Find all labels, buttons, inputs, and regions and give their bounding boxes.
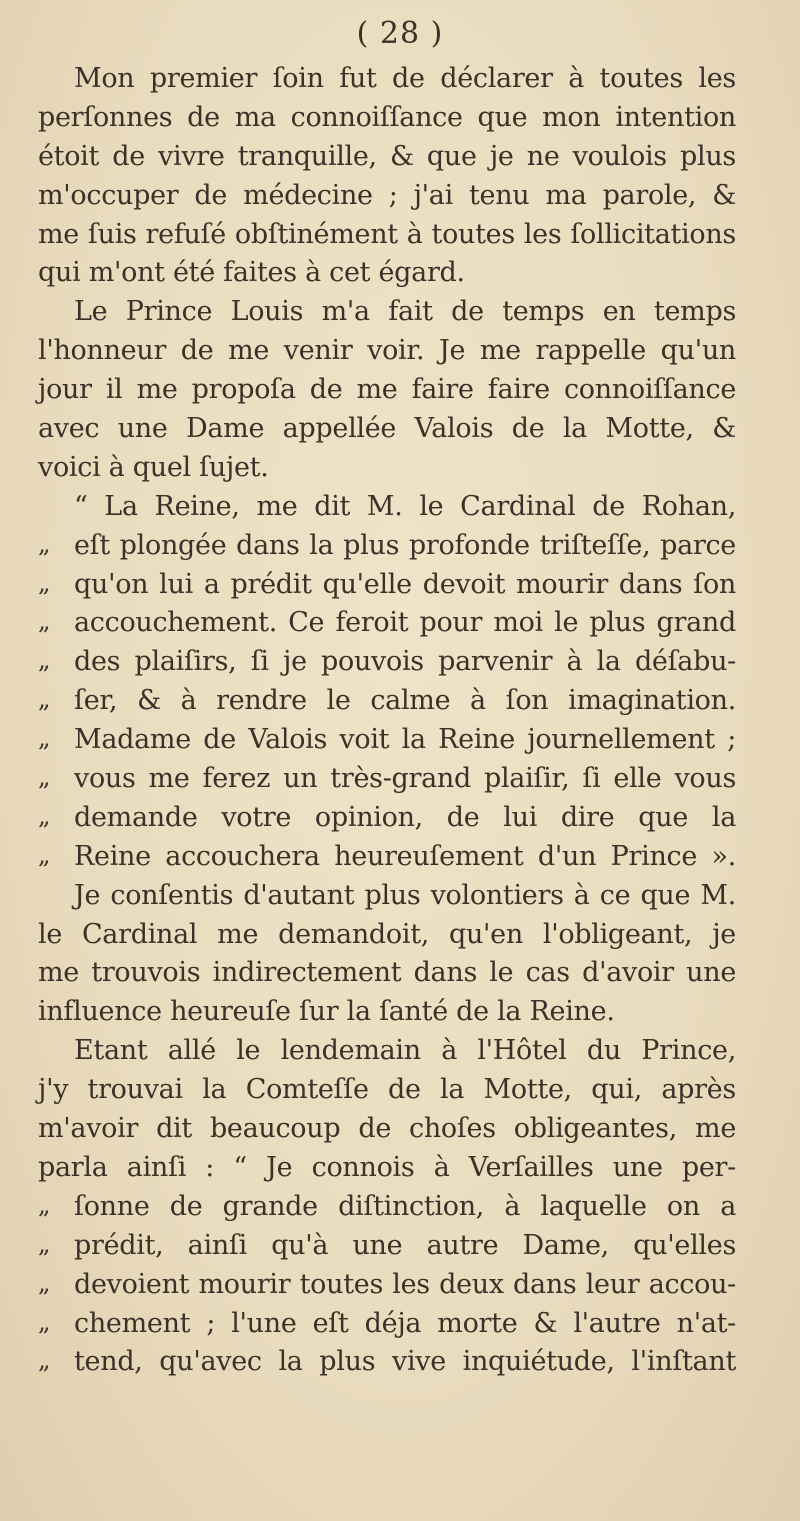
text-line (38, 721, 736, 760)
text-line (38, 1149, 736, 1188)
line-text: ſonne de grande diſtinction, à laquelle on a (74, 1190, 736, 1222)
quotation-mark: „ (38, 1268, 51, 1297)
text-line (38, 799, 736, 838)
line-text: me ſuis refuſé obſtinément à toutes les ſollicitations (38, 218, 736, 250)
quotation-mark: „ (38, 568, 51, 597)
line-text: eſt plongée dans la plus profonde triſteſſe, parce (74, 529, 736, 561)
text-line (38, 293, 736, 332)
text-line (38, 1110, 736, 1149)
text-line (38, 527, 736, 566)
quotation-mark: „ (38, 724, 51, 753)
text-line (38, 1227, 736, 1266)
quotation-mark: „ (38, 1190, 51, 1219)
text-line (38, 332, 736, 371)
line-text: le Cardinal me demandoit, qu'en l'obligeant, je (38, 918, 736, 950)
text-line (38, 993, 736, 1032)
line-text: jour il me propoſa de me faire faire connoiſſance (38, 374, 736, 406)
text-line (38, 682, 736, 721)
line-text: m'avoir dit beaucoup de choſes obligeantes, me (38, 1113, 736, 1145)
text-line (38, 99, 736, 138)
text-line (38, 60, 736, 99)
line-text: l'honneur de me venir voir. Je me rappelle qu'un (38, 335, 736, 367)
line-text: parla ainſi : “ Je connois à Verſailles une per- (38, 1151, 736, 1183)
text-line (38, 566, 736, 605)
text-line (38, 1188, 736, 1227)
line-text: Je conſentis d'autant plus volontiers à ce que M. (74, 879, 736, 911)
quotation-mark: „ (38, 801, 51, 830)
line-text: chement ; l'une eſt déja morte & l'autre n'at- (74, 1307, 736, 1339)
line-text: Mon premier ſoin fut de déclarer à toutes les (74, 63, 736, 94)
line-text: étoit de vivre tranquille, & que je ne voulois plus (38, 140, 736, 172)
quotation-mark: „ (38, 529, 51, 558)
line-text: ſer, & à rendre le calme à ſon imagination. (74, 685, 736, 717)
line-text: qu'on lui a prédit qu'elle devoit mourir dans ſon (74, 568, 736, 600)
text-line (38, 1305, 736, 1344)
text-line (38, 177, 736, 216)
line-text: perſonnes de ma connoiſſance que mon intention (38, 101, 736, 133)
quotation-mark: „ (38, 685, 51, 714)
body-text (38, 60, 736, 1382)
line-text: Le Prince Louis m'a fait de temps en temps (74, 296, 736, 328)
line-text: Madame de Valois voit la Reine journellement ; (74, 724, 736, 756)
quotation-mark: „ (38, 1307, 51, 1336)
text-line (38, 1032, 736, 1071)
line-text: “ La Reine, me dit M. le Cardinal de Rohan, (74, 490, 736, 522)
line-text: m'occuper de médecine ; j'ai tenu ma parole, & (38, 179, 736, 211)
quotation-mark: „ (38, 1346, 51, 1375)
text-line (38, 138, 736, 177)
text-line (38, 604, 736, 643)
text-line (38, 760, 736, 799)
text-line (38, 216, 736, 255)
quotation-mark: „ (38, 646, 51, 675)
text-line (38, 877, 736, 916)
line-text: influence heureuſe ſur la ſanté de la Reine. (38, 996, 615, 1028)
quotation-mark: „ (38, 607, 51, 636)
line-text: avec une Dame appellée Valois de la Motte, & (38, 413, 736, 445)
text-line (38, 449, 736, 488)
text-line (38, 1343, 736, 1382)
text-line (38, 488, 736, 527)
text-line (38, 838, 736, 877)
line-text: Etant allé le lendemain à l'Hôtel du Prince, (74, 1035, 736, 1067)
text-line (38, 371, 736, 410)
line-text: Reine accouchera heureuſement d'un Prince ». (74, 840, 736, 872)
text-line (38, 643, 736, 682)
line-text: des plaiſirs, ſi je pouvois parvenir à la déſabu- (74, 646, 736, 678)
line-text: voici à quel ſujet. (38, 451, 269, 483)
page-number: ( 28 ) (356, 16, 444, 51)
line-text: vous me ferez un très-grand plaiſir, ſi elle vous (74, 763, 736, 795)
line-text: me trouvois indirectement dans le cas d'avoir une (38, 957, 736, 989)
text-line (38, 954, 736, 993)
line-text: prédit, ainſi qu'à une autre Dame, qu'elles (74, 1229, 736, 1261)
text-line (38, 1071, 736, 1110)
line-text: qui m'ont été faites à cet égard. (38, 257, 465, 289)
line-text: demande votre opinion, de lui dire que la (74, 801, 736, 833)
line-text: tend, qu'avec la plus vive inquiétude, l'inſtant (74, 1346, 736, 1378)
text-line (38, 410, 736, 449)
quotation-mark: „ (38, 1229, 51, 1258)
line-text: accouchement. Ce feroit pour moi le plus grand (74, 607, 736, 639)
line-text: j'y trouvai la Comteſſe de la Motte, qui, après (38, 1074, 736, 1106)
text-line (38, 916, 736, 955)
text-line (38, 1266, 736, 1305)
text-line (38, 254, 736, 293)
line-text: devoient mourir toutes les deux dans leur accou- (74, 1268, 736, 1300)
quotation-mark: „ (38, 840, 51, 869)
quotation-mark: „ (38, 763, 51, 792)
